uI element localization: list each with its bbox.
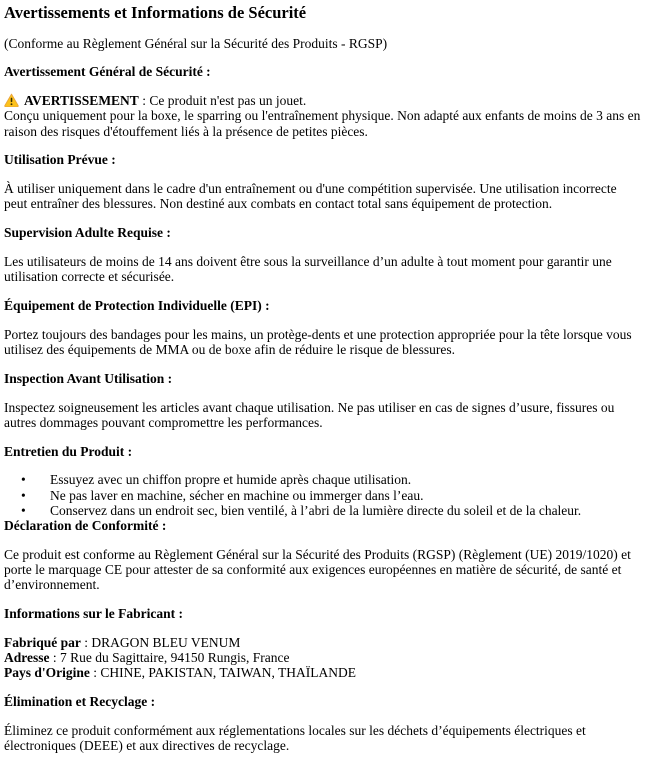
exclamation-bar	[11, 98, 13, 102]
section-heading-manufacturer: Informations sur le Fabricant :	[4, 605, 183, 621]
page-title: Avertissements et Informations de Sécurité	[4, 3, 307, 22]
field-label-origin: Pays d'Origine	[4, 665, 90, 681]
manufacturer-details	[4, 635, 641, 681]
field-value-made-by: : DRAGON BLEU VENUM	[80, 634, 241, 650]
warning-label: AVERTISSEMENT	[24, 93, 139, 109]
field-label-address: Adresse	[4, 649, 50, 665]
field-label-made-by: Fabriqué par	[4, 634, 81, 650]
list-item: • Conservez dans un endroit sec, bien ventilé, à l’abri de la lumière directe du soleil et de la chaleur.	[4, 503, 641, 518]
section-heading-intended-use: Utilisation Prévue :	[4, 152, 116, 168]
list-item: • Ne pas laver en machine, sécher en machine ou immerger dans l’eau.	[4, 488, 641, 503]
conformity-text: Ce produit est conforme au Règlement Général sur la Sécurité des Produits (RGSP) (Règlement (UE) 2019/1020) et porte le marquage CE pour attester de sa conformité aux exigences européennes en matière de sécurité, de santé et d’environnement.	[4, 546, 631, 593]
field-value-address: : 7 Rue du Sagittaire, 94150 Rungis, France	[49, 649, 290, 665]
subtitle: (Conforme au Règlement Général sur la Sécurité des Produits - RGSP)	[4, 35, 388, 51]
section-heading-supervision: Supervision Adulte Requise :	[4, 225, 171, 241]
section-heading-general-safety: Avertissement Général de Sécurité :	[4, 64, 211, 80]
ppe-text: Portez toujours des bandages pour les mains, un protège-dents et une protection appropriée pour la tête lorsque vous utilisez des équipements de MMA ou de boxe afin de réduire le risque de blessures.	[4, 326, 632, 357]
supervision-text: Les utilisateurs de moins de 14 ans doivent être sous la surveillance d’un adulte à tout moment pour garantir une utilisation correcte et sécurisée.	[4, 253, 612, 285]
section-heading-ppe: Équipement de Protection Individuelle (EPI) :	[4, 297, 270, 313]
warning-intro: : Ce produit n'est pas un jouet.	[138, 93, 307, 109]
warning-body: Conçu uniquement pour la boxe, le sparring ou l'entraînement physique. Non adapté aux enfants de moins de 3 ans en raison des risques d'étouffement liés à la présence de petites pièces.	[4, 108, 641, 139]
section-heading-disposal: Élimination et Recyclage :	[4, 693, 156, 709]
exclamation-dot	[11, 103, 13, 105]
warning-triangle-icon	[4, 93, 19, 107]
inspection-text: Inspectez soigneusement les articles avant chaque utilisation. Ne pas utiliser en cas de signes d’usure, fissures ou autres dommages pouvant compromettre les performances.	[4, 399, 615, 430]
section-heading-conformity: Déclaration de Conformité :	[4, 517, 167, 533]
list-item: • Essuyez avec un chiffon propre et humide après chaque utilisation.	[4, 472, 641, 487]
disposal-text: Éliminez ce produit conformément aux réglementations locales sur les déchets d’équipements électriques et électroniques (DEEE) et aux directives de recyclage.	[4, 722, 586, 753]
maintenance-list	[4, 472, 641, 518]
section-heading-maintenance: Entretien du Produit :	[4, 443, 133, 459]
warning-paragraph	[4, 93, 641, 139]
section-heading-inspection: Inspection Avant Utilisation :	[4, 370, 173, 386]
intended-use-text: À utiliser uniquement dans le cadre d'un entraînement ou d'une compétition supervisée. Une utilisation incorrecte peut entraîner des blessures. Non destiné aux combats en contact total sans équipement de protection.	[4, 181, 617, 212]
field-value-origin: : CHINE, PAKISTAN, TAIWAN, THAÏLANDE	[89, 665, 356, 681]
